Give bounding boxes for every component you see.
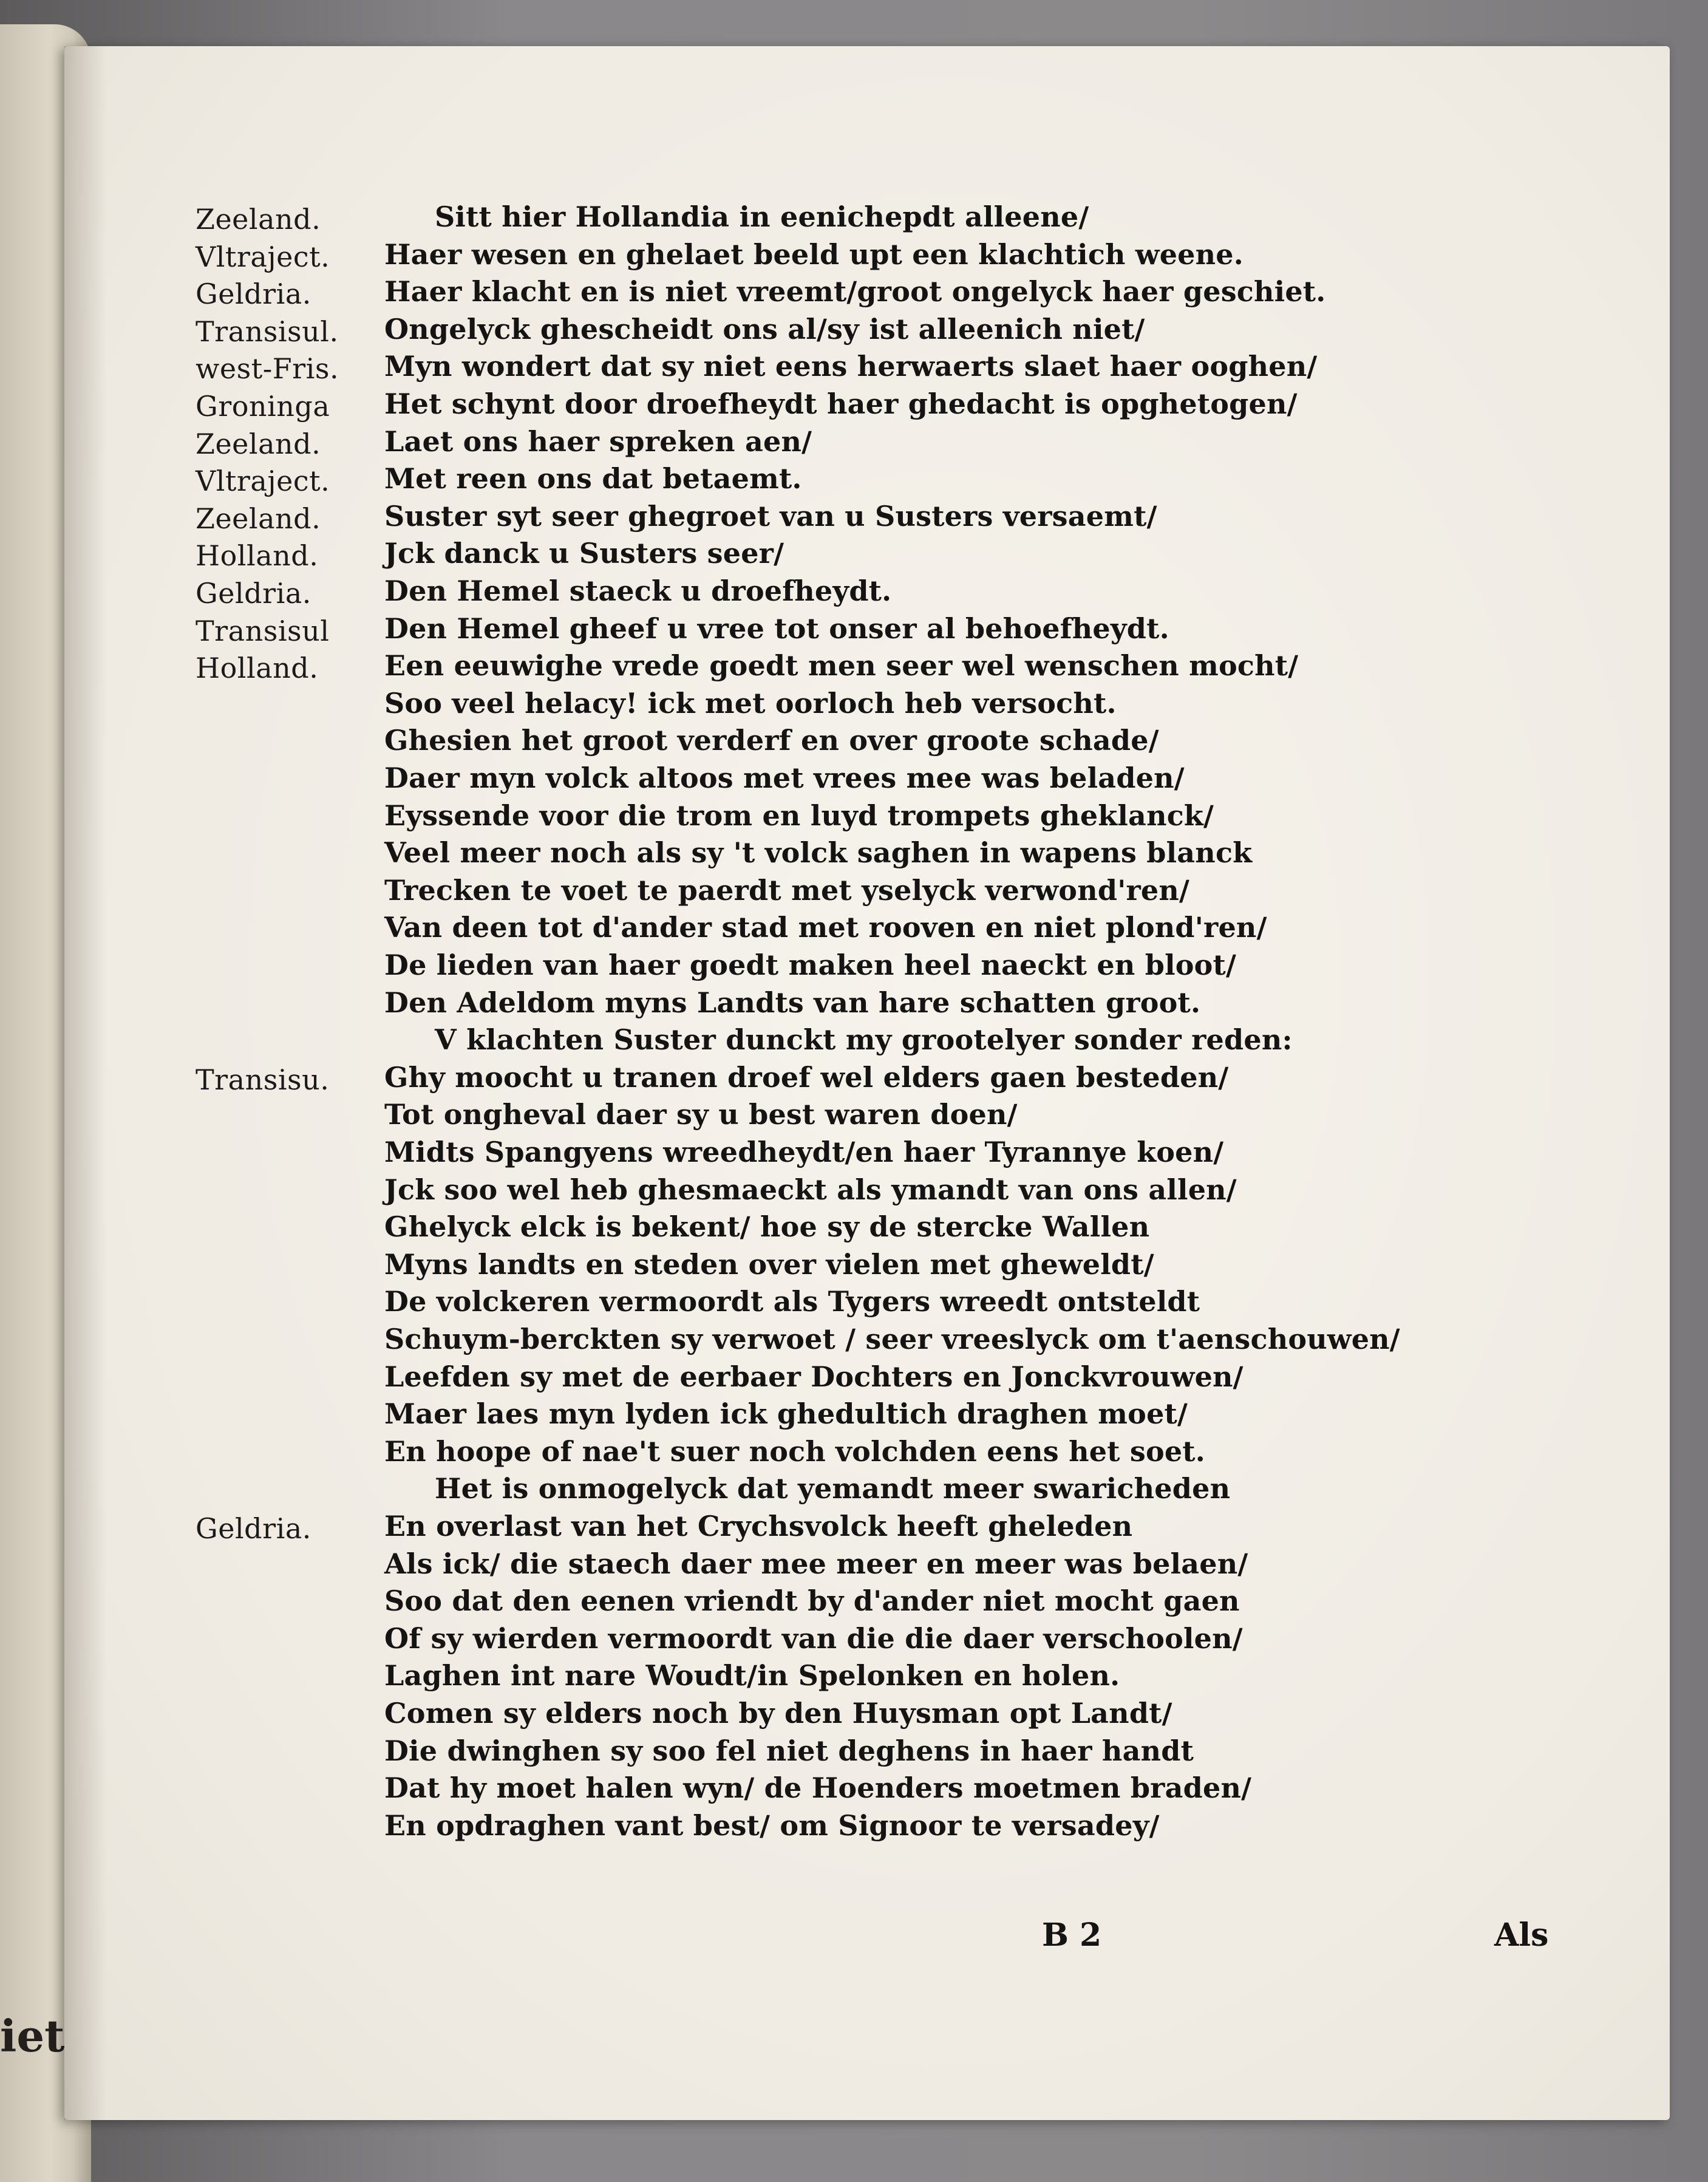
verse-text: Leefden sy met de eerbaer Dochters en Jonckvrouwen/ (384, 1360, 1244, 1393)
verse-text: Als ick/ die staech daer mee meer en meer was belaen/ (384, 1547, 1248, 1580)
verse-text: Het schynt door droefheydt haer ghedacht is opghetogen/ (384, 387, 1298, 420)
verse-line (64, 1060, 1670, 1102)
verse-line (64, 1621, 1670, 1663)
verse-text: Een eeuwighe vrede goedt men seer wel wenschen mocht/ (384, 649, 1299, 683)
left-page-fragment: iet (0, 2010, 65, 2062)
verse-line (64, 1023, 1670, 1065)
speaker-label: Groninga (196, 390, 330, 423)
verse-line (64, 539, 1670, 578)
verse-line (64, 986, 1670, 1028)
verse-text: Midts Spangyens wreedheydt/en haer Tyrannye koen/ (384, 1136, 1224, 1168)
verse-line (64, 1512, 1670, 1551)
verse-line (64, 836, 1670, 878)
verse-text: Soo dat den eenen vriendt by d'ander niet mocht gaen (384, 1584, 1240, 1618)
verse-line (64, 764, 1670, 803)
verse-text: Trecken te voet te paerdt met yselyck verwond'ren/ (384, 873, 1190, 907)
verse-line (64, 1138, 1670, 1177)
verse-line (64, 1247, 1670, 1289)
verse-line (64, 1584, 1670, 1626)
verse-text: Die dwinghen sy soo fel niet deghens in haer handt (384, 1734, 1194, 1767)
verse-text: Haer klacht en is niet vreemt/groot ongelyck haer geschiet. (384, 275, 1326, 309)
verse-line (64, 1360, 1670, 1402)
speaker-label: Holland. (196, 539, 319, 573)
verse-text: Haer wesen en ghelaet beeld upt een klachtich weene. (384, 237, 1244, 271)
verse-line (64, 1472, 1670, 1513)
verse-text: Maer laes myn lyden ick ghedultich draghen moet/ (384, 1397, 1188, 1431)
verse-line (64, 387, 1670, 429)
catchword: Als (1494, 1917, 1549, 1954)
verse-line (64, 649, 1670, 690)
verse-text: De volckeren vermoordt als Tygers wreedt ontsteldt (384, 1285, 1200, 1318)
verse-text: Myns landts en steden over vielen met gheweldt/ (384, 1247, 1154, 1281)
verse-line (64, 1547, 1670, 1589)
speaker-label: Zeeland. (196, 427, 321, 460)
verse-line (64, 1210, 1670, 1252)
verse-text: Eyssende voor die trom en luyd trompets gheklanck/ (384, 799, 1214, 832)
verse-line (64, 1397, 1670, 1439)
verse-text: Soo veel helacy! ick met oorloch heb versocht. (384, 686, 1117, 720)
verse-text: Veel meer noch als sy 't volck saghen in wapens blanck (384, 836, 1253, 870)
verse-line (64, 873, 1670, 915)
verse-text: Suster syt seer ghegroet van u Susters versaemt/ (384, 499, 1157, 533)
verse-line (64, 499, 1670, 541)
verse-line (64, 1809, 1670, 1850)
verse-text: Laet ons haer spreken aen/ (384, 424, 812, 458)
verse-line (64, 1771, 1670, 1813)
speaker-label: west-Fris. (196, 352, 339, 386)
signature-mark: B 2 (1042, 1917, 1102, 1954)
verse-text: En hoope of nae't suer noch volchden eens het soet. (384, 1434, 1205, 1468)
verse-text: Ghy moocht u tranen droef wel elders gaen besteden/ (384, 1060, 1229, 1094)
verse-text: Comen sy elders noch by den Huysman opt Landt/ (384, 1697, 1172, 1730)
verse-text: Schuym-berckten sy verwoet / seer vreeslyck om t'aenschouwen/ (384, 1323, 1400, 1355)
verse-line (64, 574, 1670, 616)
verse-text: Of sy wierden vermoordt van die die daer verschoolen/ (384, 1621, 1243, 1655)
verse-text: Sitt hier Hollandia in eenichepdt alleene/ (435, 200, 1089, 233)
verse-text: En opdraghen vant best/ om Signoor te versadey/ (384, 1809, 1160, 1842)
verse-text: Daer myn volck altoos met vrees mee was beladen/ (384, 762, 1185, 794)
verse-line (64, 1325, 1670, 1364)
speaker-label: Vltraject. (196, 465, 330, 498)
book-page (64, 46, 1670, 2120)
verse-line (64, 612, 1670, 653)
verse-line (64, 686, 1670, 728)
speaker-label: Geldria. (196, 577, 311, 610)
verse-line (64, 462, 1670, 503)
verse-line (64, 352, 1670, 391)
verse-line (64, 312, 1670, 354)
verse-text: Ghesien het groot verderf en over groote schade/ (384, 724, 1159, 757)
verse-line (64, 799, 1670, 840)
speaker-label: Vltraject. (196, 240, 330, 273)
verse-text: Tot ongheval daer sy u best waren doen/ (384, 1098, 1018, 1131)
verse-line (64, 275, 1670, 316)
speaker-label: Zeeland. (196, 502, 321, 535)
speaker-label: Geldria. (196, 278, 311, 311)
verse-line (64, 1434, 1670, 1476)
speaker-label: Transisu. (196, 1063, 330, 1096)
verse-text: Myn wondert dat sy niet eens herwaerts slaet haer ooghen/ (384, 350, 1318, 383)
verse-line (64, 1173, 1670, 1215)
verse-line (64, 424, 1670, 466)
verse-text: Laghen int nare Woudt/in Spelonken en holen. (384, 1659, 1120, 1693)
verse-text: Jck soo wel heb ghesmaeckt als ymandt van ons allen/ (384, 1173, 1237, 1206)
verse-line (64, 951, 1670, 990)
verse-line (64, 913, 1670, 952)
verse-line (64, 726, 1670, 765)
verse-text: En overlast van het Crychsvolck heeft gheleden (384, 1510, 1133, 1543)
speaker-label: Geldria. (196, 1512, 311, 1545)
speaker-label: Holland. (196, 652, 319, 685)
verse-text: Ghelyck elck is bekent/ hoe sy de stercke Wallen (384, 1210, 1150, 1244)
verse-text: Dat hy moet halen wyn/ de Hoenders moetmen braden/ (384, 1771, 1252, 1805)
verse-line (64, 1734, 1670, 1776)
verse-line (64, 1287, 1670, 1326)
verse-line (64, 237, 1670, 279)
speaker-label: Transisul. (196, 315, 339, 348)
verse-line (64, 1659, 1670, 1700)
verse-text: Met reen ons dat betaemt. (384, 462, 802, 496)
verse-text: Den Hemel staeck u droefheydt. (384, 574, 892, 607)
verse-line (64, 1100, 1670, 1139)
verse-line (64, 1699, 1670, 1738)
verse-text: Van deen tot d'ander stad met rooven en niet plond'ren/ (384, 911, 1267, 944)
verse-text: Den Adeldom myns Landts van hare schatten groot. (384, 986, 1201, 1019)
verse-text: De lieden van haer goedt maken heel naeckt en bloot/ (384, 949, 1236, 981)
verse-text: Ongelyck ghescheidt ons al/sy ist alleenich niet/ (384, 312, 1145, 346)
speaker-label: Transisul (196, 614, 330, 647)
verse-text: Den Hemel gheef u vree tot onser al behoefheydt. (384, 612, 1169, 645)
speaker-label: Zeeland. (196, 203, 321, 236)
verse-line (64, 200, 1670, 242)
verse-text: V klachten Suster dunckt my grootelyer sonder reden: (435, 1023, 1293, 1057)
verse-text: Het is onmogelyck dat yemandt meer swaricheden (435, 1472, 1231, 1505)
verse-text: Jck danck u Susters seer/ (384, 537, 784, 570)
